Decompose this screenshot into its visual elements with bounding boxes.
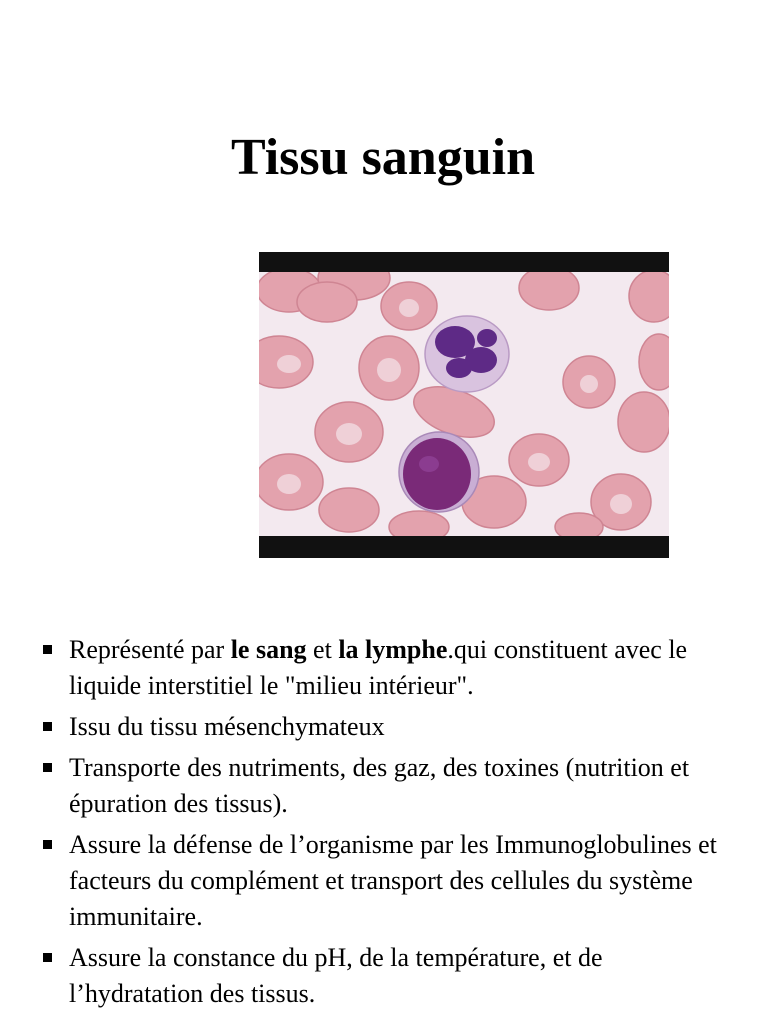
- rbc: [519, 272, 579, 310]
- rbc: [389, 511, 449, 536]
- rbc: [618, 392, 669, 452]
- bullet-item: [40, 632, 740, 704]
- bullet-square-icon: [43, 645, 52, 654]
- page-title: Tissu sanguin: [230, 129, 536, 186]
- rbc: [555, 513, 603, 536]
- bullet-text: Assure la constance du pH, de la température, et de l’hydratation des tissus.: [69, 943, 603, 1008]
- bullet-bold-text: la lymphe: [338, 635, 448, 664]
- bullet-item: [40, 940, 740, 1012]
- bullet-text: Représenté par: [69, 635, 231, 664]
- bullet-item: [40, 709, 740, 745]
- bullet-square-icon: [43, 722, 52, 731]
- bullet-item: [40, 750, 740, 822]
- rbc: [297, 282, 357, 322]
- bullet-text: .qui constituent avec le liquide interstitiel le "milieu intérieur".: [69, 635, 688, 700]
- bullet-square-icon: [43, 840, 52, 849]
- bullet-list: [40, 632, 740, 1017]
- bullet-text: et: [306, 635, 339, 664]
- micrograph-svg: [259, 272, 669, 536]
- rbc: [319, 488, 379, 532]
- bullet-text: Assure la défense de l’organisme par les Immunoglobulines et facteurs du complément et transport des cellules du système immunitaire.: [69, 830, 717, 931]
- bullet-square-icon: [43, 953, 52, 962]
- bullet-text: Transporte des nutriments, des gaz, des toxines (nutrition et épuration des tissus).: [69, 753, 690, 818]
- bullet-text: Issu du tissu mésenchymateux: [69, 712, 385, 741]
- blood-smear-image: [259, 252, 669, 558]
- bullet-square-icon: [43, 763, 52, 772]
- bullet-item: [40, 827, 740, 935]
- bullet-bold-text: le sang: [230, 635, 307, 664]
